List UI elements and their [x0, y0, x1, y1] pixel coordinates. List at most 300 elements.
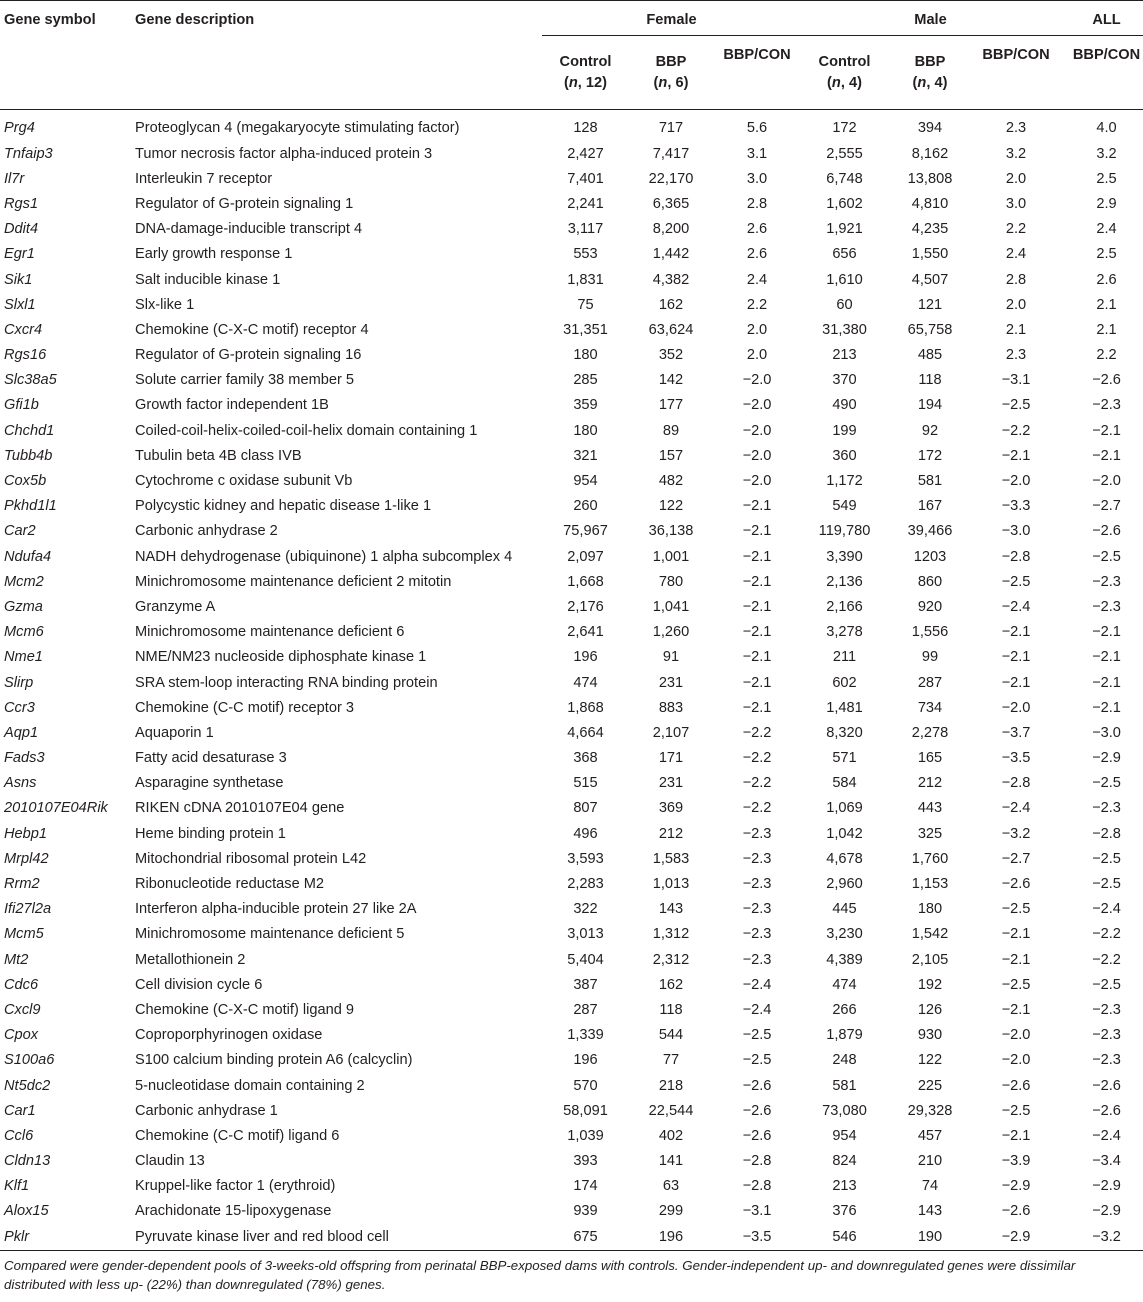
header-row-groups — [0, 5, 1143, 36]
cell-gene-symbol: Ddit4 — [4, 221, 39, 238]
cell-all-ratio: 2.6 — [1096, 271, 1117, 288]
cell-male-bbp: 920 — [917, 598, 943, 615]
cell-all-ratio: −2.1 — [1092, 447, 1121, 464]
cell-female-control: 368 — [573, 750, 598, 767]
header-male-bbp-n: (n, 4) — [912, 74, 948, 91]
cell-all-ratio: −2.8 — [1092, 825, 1121, 842]
cell-female-ratio: −2.5 — [742, 1027, 772, 1044]
cell-all-ratio: 2.2 — [1096, 347, 1117, 364]
cell-gene-description: Metallothionein 2 — [135, 951, 246, 968]
header-male: Male — [801, 5, 1060, 36]
cell-female-bbp: 352 — [658, 347, 684, 364]
cell-male-control: 211 — [832, 649, 857, 666]
cell-gene-description: NADH dehydrogenase (ubiquinone) 1 alpha subcomplex 4 — [135, 548, 513, 565]
cell-male-bbp: 4,507 — [911, 271, 949, 288]
cell-female-ratio: −2.5 — [742, 1052, 772, 1069]
cell-male-ratio: −2.9 — [1001, 1178, 1031, 1195]
table-row — [0, 620, 1143, 645]
table-row — [0, 141, 1143, 166]
cell-female-bbp: 717 — [658, 119, 684, 136]
cell-female-ratio: 2.6 — [746, 246, 768, 263]
cell-female-bbp: 7,417 — [652, 145, 690, 162]
cell-gene-symbol: Sik1 — [4, 271, 33, 288]
table-row — [0, 997, 1143, 1022]
cell-female-ratio: −2.4 — [742, 976, 772, 993]
cell-male-ratio: −2.8 — [1001, 548, 1031, 565]
cell-female-bbp: 2,107 — [652, 724, 690, 741]
cell-male-ratio: −2.6 — [1001, 1203, 1031, 1220]
table-row — [0, 569, 1143, 594]
cell-female-control: 2,097 — [567, 548, 604, 565]
cell-female-control: 807 — [573, 800, 598, 817]
cell-male-bbp: 65,758 — [907, 321, 953, 338]
cell-female-control: 3,117 — [567, 221, 604, 238]
cell-male-control: 248 — [832, 1052, 857, 1069]
cell-gene-symbol: Tnfaip3 — [4, 145, 53, 162]
cell-gene-description: Ribonucleotide reductase M2 — [135, 876, 325, 893]
table-row — [0, 1149, 1143, 1174]
cell-male-bbp: 1,556 — [911, 624, 949, 641]
cell-male-control: 4,678 — [826, 850, 863, 867]
cell-female-ratio: −2.0 — [742, 372, 772, 389]
cell-female-control: 474 — [573, 674, 598, 691]
cell-gene-symbol: Pkhd1l1 — [4, 498, 57, 515]
cell-female-ratio: −2.2 — [742, 800, 772, 817]
cell-male-bbp: 225 — [917, 1077, 943, 1094]
table-row — [0, 191, 1143, 216]
header-gene-symbol: Gene symbol — [4, 12, 96, 29]
cell-all-ratio: −2.9 — [1092, 1203, 1121, 1220]
table-row — [0, 821, 1143, 846]
cell-male-control: 199 — [832, 422, 857, 439]
table-row — [0, 796, 1143, 821]
cell-male-control: 213 — [832, 347, 857, 364]
cell-male-control: 1,879 — [826, 1027, 863, 1044]
cell-male-control: 213 — [832, 1178, 857, 1195]
cell-gene-symbol: Il7r — [4, 170, 25, 187]
table-row — [0, 1199, 1143, 1224]
cell-all-ratio: −2.3 — [1092, 1001, 1121, 1018]
cell-female-control: 496 — [573, 825, 598, 842]
cell-gene-description: Tumor necrosis factor alpha-induced protein 3 — [135, 145, 433, 162]
cell-all-ratio: −2.4 — [1092, 1127, 1121, 1144]
cell-gene-symbol: Mcm6 — [4, 624, 44, 641]
cell-female-ratio: −2.6 — [742, 1102, 772, 1119]
cell-female-control: 570 — [573, 1077, 598, 1094]
cell-male-control: 1,481 — [826, 699, 863, 716]
cell-female-bbp: 6,365 — [652, 195, 690, 212]
header-male-bbp — [888, 36, 972, 110]
cell-male-ratio: 2.4 — [1005, 246, 1027, 263]
cell-all-ratio: 2.5 — [1096, 170, 1117, 187]
cell-male-control: 119,780 — [818, 523, 871, 540]
cell-all-ratio: −2.1 — [1092, 674, 1121, 691]
header-male-ratio: BBP/CON — [972, 36, 1060, 110]
cell-male-bbp: 734 — [917, 699, 943, 716]
cell-gene-symbol: Rgs16 — [4, 347, 47, 364]
header-female-control-n: (n, 12) — [564, 74, 607, 91]
cell-gene-symbol: Gfi1b — [4, 397, 39, 414]
cell-male-bbp: 167 — [917, 498, 943, 515]
cell-gene-description: Early growth response 1 — [135, 246, 293, 263]
table-body — [0, 110, 1143, 1251]
cell-all-ratio: −2.4 — [1092, 901, 1121, 918]
cell-male-control: 824 — [832, 1153, 857, 1170]
cell-female-ratio: 5.6 — [746, 119, 768, 136]
table-row — [0, 1023, 1143, 1048]
cell-gene-symbol: Car1 — [4, 1102, 36, 1119]
cell-male-bbp: 39,466 — [907, 523, 953, 540]
cell-female-ratio: −2.0 — [742, 422, 772, 439]
cell-female-bbp: 162 — [658, 976, 684, 993]
cell-female-bbp: 89 — [662, 422, 680, 439]
cell-gene-description: Proteoglycan 4 (megakaryocyte stimulating factor) — [135, 119, 460, 136]
cell-gene-description: Fatty acid desaturase 3 — [135, 750, 287, 767]
cell-female-bbp: 369 — [658, 800, 684, 817]
cell-female-bbp: 157 — [658, 447, 684, 464]
table-row — [0, 922, 1143, 947]
cell-female-bbp: 77 — [662, 1052, 680, 1069]
header-male-control-label: Control — [818, 53, 871, 70]
cell-female-control: 196 — [573, 649, 598, 666]
cell-female-ratio: −2.1 — [742, 498, 772, 515]
cell-female-ratio: −2.2 — [742, 724, 772, 741]
cell-female-ratio: −2.4 — [742, 1001, 772, 1018]
cell-male-bbp: 212 — [917, 775, 943, 792]
table-row — [0, 1174, 1143, 1199]
table-footnote: Compared were gender-dependent pools of 3-weeks-old offspring from perinatal BBP-exposed dams with controls. Gender-independent up- and downregulated genes were dissimilar distributed with less up- (22%) than downregulated (78%) genes. — [4, 1258, 1076, 1292]
cell-male-bbp: 287 — [917, 674, 943, 691]
cell-female-ratio: −2.3 — [742, 825, 772, 842]
cell-female-control: 393 — [573, 1153, 598, 1170]
cell-gene-symbol: Mrpl42 — [4, 850, 49, 867]
cell-female-ratio: −2.1 — [742, 649, 772, 666]
cell-male-ratio: −2.4 — [1001, 598, 1031, 615]
cell-gene-description: Mitochondrial ribosomal protein L42 — [135, 850, 367, 867]
cell-female-control: 2,641 — [567, 624, 604, 641]
cell-gene-symbol: Mcm2 — [4, 573, 44, 590]
cell-gene-symbol: Slirp — [4, 674, 34, 691]
cell-male-ratio: −2.0 — [1001, 1052, 1031, 1069]
table-row — [0, 947, 1143, 972]
cell-gene-symbol: Egr1 — [4, 246, 35, 263]
cell-male-bbp: 194 — [917, 397, 943, 414]
cell-all-ratio: −2.6 — [1092, 1102, 1121, 1119]
cell-male-control: 1,610 — [826, 271, 863, 288]
cell-male-bbp: 192 — [917, 976, 943, 993]
header-female-control-label: Control — [559, 53, 612, 70]
cell-male-bbp: 172 — [917, 447, 943, 464]
cell-male-control: 3,390 — [826, 548, 863, 565]
cell-male-control: 8,320 — [826, 724, 863, 741]
cell-male-ratio: −3.0 — [1001, 523, 1031, 540]
cell-female-ratio: −3.1 — [742, 1203, 772, 1220]
cell-male-control: 2,166 — [826, 598, 863, 615]
table-row — [0, 695, 1143, 720]
gene-expression-table — [0, 5, 1143, 1251]
cell-female-bbp: 63 — [662, 1178, 680, 1195]
cell-male-ratio: −2.0 — [1001, 1027, 1031, 1044]
cell-male-ratio: 2.3 — [1005, 347, 1027, 364]
cell-male-ratio: 3.2 — [1005, 145, 1027, 162]
cell-gene-symbol: Tubb4b — [4, 447, 53, 464]
cell-all-ratio: 2.1 — [1096, 296, 1117, 313]
cell-female-bbp: 1,001 — [652, 548, 690, 565]
cell-gene-symbol: Rrm2 — [4, 876, 40, 893]
cell-male-bbp: 143 — [917, 1203, 943, 1220]
cell-female-ratio: 2.8 — [746, 195, 768, 212]
cell-male-control: 954 — [832, 1127, 857, 1144]
table-row — [0, 519, 1143, 544]
cell-female-control: 1,668 — [567, 573, 604, 590]
cell-all-ratio: −2.3 — [1092, 397, 1121, 414]
cell-male-bbp: 1,760 — [911, 850, 949, 867]
table-row — [0, 846, 1143, 871]
cell-male-control: 172 — [832, 119, 857, 136]
cell-gene-symbol: Ccl6 — [4, 1127, 34, 1144]
cell-male-control: 360 — [832, 447, 857, 464]
cell-gene-description: Minichromosome maintenance deficient 6 — [135, 624, 405, 641]
cell-female-ratio: −2.1 — [742, 523, 772, 540]
cell-male-bbp: 122 — [917, 1052, 943, 1069]
cell-male-ratio: 2.8 — [1005, 271, 1027, 288]
cell-male-ratio: −2.0 — [1001, 473, 1031, 490]
cell-gene-description: Claudin 13 — [135, 1153, 205, 1170]
header-gene-description: Gene description — [135, 12, 255, 29]
cell-female-control: 359 — [573, 397, 598, 414]
cell-gene-symbol: 2010107E04Rik — [4, 800, 108, 817]
cell-female-ratio: −2.1 — [742, 674, 772, 691]
cell-male-bbp: 394 — [917, 119, 943, 136]
cell-male-ratio: 3.0 — [1005, 195, 1027, 212]
cell-gene-description: Regulator of G-protein signaling 16 — [135, 347, 362, 364]
table-row — [0, 1123, 1143, 1148]
cell-gene-symbol: Cxcr4 — [4, 321, 43, 338]
cell-male-ratio: −3.1 — [1001, 372, 1031, 389]
cell-female-ratio: −2.0 — [742, 473, 772, 490]
cell-all-ratio: −2.5 — [1092, 775, 1121, 792]
cell-gene-symbol: Cdc6 — [4, 976, 39, 993]
cell-gene-description: Tubulin beta 4B class IVB — [135, 447, 302, 464]
cell-female-control: 2,176 — [567, 598, 604, 615]
cell-all-ratio: −2.3 — [1092, 1027, 1121, 1044]
cell-all-ratio: −2.5 — [1092, 548, 1121, 565]
header-male-control-n: (n, 4) — [827, 74, 862, 91]
cell-gene-description: Minichromosome maintenance deficient 2 mitotin — [135, 573, 452, 590]
table-row — [0, 670, 1143, 695]
header-all: ALL — [1060, 5, 1143, 36]
cell-male-bbp: 29,328 — [907, 1102, 953, 1119]
cell-female-bbp: 4,382 — [652, 271, 690, 288]
cell-male-ratio: −3.9 — [1001, 1153, 1031, 1170]
cell-female-bbp: 1,260 — [652, 624, 690, 641]
table-row — [0, 468, 1143, 493]
cell-female-ratio: −2.3 — [742, 951, 772, 968]
cell-female-bbp: 299 — [658, 1203, 684, 1220]
top-rule — [0, 0, 1143, 1]
cell-male-control: 266 — [832, 1001, 857, 1018]
table-row — [0, 720, 1143, 745]
cell-male-ratio: −2.5 — [1001, 901, 1031, 918]
cell-female-control: 515 — [573, 775, 598, 792]
cell-male-bbp: 860 — [917, 573, 943, 590]
cell-female-ratio: −2.1 — [742, 624, 772, 641]
cell-gene-description: Polycystic kidney and hepatic disease 1-like 1 — [135, 498, 432, 515]
cell-gene-description: Pyruvate kinase liver and red blood cell — [131, 1224, 542, 1251]
cell-female-control: 5,404 — [567, 951, 604, 968]
cell-all-ratio: −2.7 — [1092, 498, 1121, 515]
cell-male-ratio: −2.0 — [1001, 699, 1031, 716]
cell-male-bbp: 1203 — [913, 548, 947, 565]
cell-gene-symbol: Ndufa4 — [4, 548, 52, 565]
cell-male-ratio: −2.1 — [1001, 624, 1031, 641]
cell-male-bbp: 485 — [917, 347, 943, 364]
table-row — [0, 217, 1143, 242]
cell-gene-symbol: Nme1 — [4, 649, 43, 666]
cell-male-ratio: 2.0 — [1005, 170, 1027, 187]
cell-male-control: 656 — [832, 246, 857, 263]
cell-gene-symbol: Hebp1 — [4, 825, 48, 842]
cell-all-ratio: −2.9 — [1092, 1178, 1121, 1195]
cell-gene-description: DNA-damage-inducible transcript 4 — [135, 221, 363, 238]
cell-all-ratio: −2.9 — [1092, 750, 1121, 767]
cell-male-control: 571 — [832, 750, 857, 767]
cell-gene-description: S100 calcium binding protein A6 (calcyclin) — [135, 1052, 413, 1069]
cell-male-control: 4,389 — [826, 951, 863, 968]
cell-male-ratio: −2.1 — [1001, 674, 1031, 691]
cell-gene-symbol: Mt2 — [4, 951, 29, 968]
table-row — [0, 317, 1143, 342]
cell-female-control: 1,039 — [567, 1127, 604, 1144]
cell-male-bbp: 92 — [921, 422, 939, 439]
cell-female-control: 675 — [542, 1224, 629, 1251]
cell-male-control: 549 — [832, 498, 857, 515]
cell-male-bbp: 13,808 — [907, 170, 953, 187]
cell-male-bbp: 8,162 — [911, 145, 949, 162]
cell-male-control: 490 — [832, 397, 857, 414]
cell-female-control: 321 — [573, 447, 598, 464]
cell-male-ratio: −2.5 — [1001, 573, 1031, 590]
cell-male-ratio: −3.2 — [1001, 825, 1031, 842]
cell-male-control: 3,278 — [826, 624, 863, 641]
cell-male-ratio: −2.7 — [1001, 850, 1031, 867]
cell-female-ratio: −3.5 — [713, 1224, 801, 1251]
cell-female-bbp: 141 — [658, 1153, 684, 1170]
cell-female-control: 2,427 — [567, 145, 604, 162]
cell-gene-symbol: Chchd1 — [4, 422, 55, 439]
cell-female-bbp: 780 — [658, 573, 684, 590]
cell-male-ratio: −2.1 — [1001, 447, 1031, 464]
cell-female-bbp: 212 — [658, 825, 684, 842]
cell-male-ratio: −2.1 — [1001, 951, 1031, 968]
cell-male-control: 1,042 — [826, 825, 863, 842]
cell-female-ratio: −2.0 — [742, 397, 772, 414]
cell-male-control: 2,960 — [826, 876, 863, 893]
cell-male-control: 3,230 — [826, 926, 863, 943]
cell-all-ratio: −2.3 — [1092, 573, 1121, 590]
cell-gene-description: Coiled-coil-helix-coiled-coil-helix domain containing 1 — [135, 422, 478, 439]
cell-gene-description: Slx-like 1 — [135, 296, 195, 313]
header-all-ratio: BBP/CON — [1060, 36, 1143, 110]
cell-male-ratio: −2.4 — [1001, 800, 1031, 817]
cell-female-bbp: 1,583 — [652, 850, 690, 867]
table-row — [0, 746, 1143, 771]
header-female-bbp-n: (n, 6) — [653, 74, 689, 91]
cell-female-bbp: 22,544 — [648, 1102, 694, 1119]
cell-gene-symbol: Rgs1 — [4, 195, 39, 212]
cell-gene-description: 5-nucleotidase domain containing 2 — [135, 1077, 365, 1094]
cell-gene-symbol: Gzma — [4, 598, 43, 615]
cell-gene-symbol: Ccr3 — [4, 699, 35, 716]
header-male-control — [801, 36, 888, 110]
cell-female-bbp: 231 — [658, 674, 684, 691]
header-spacer-symbol — [0, 36, 131, 110]
cell-gene-symbol: Aqp1 — [4, 724, 39, 741]
cell-female-ratio: −2.3 — [742, 901, 772, 918]
cell-male-bbp: 210 — [917, 1153, 943, 1170]
cell-female-bbp: 883 — [658, 699, 684, 716]
table-row — [0, 494, 1143, 519]
cell-all-ratio: −3.2 — [1060, 1224, 1143, 1251]
cell-male-ratio: −3.3 — [1001, 498, 1031, 515]
cell-male-bbp: 443 — [917, 800, 943, 817]
cell-all-ratio: −2.3 — [1092, 598, 1121, 615]
cell-all-ratio: −3.0 — [1092, 724, 1121, 741]
cell-female-control: 3,593 — [567, 850, 604, 867]
cell-male-ratio: −2.9 — [972, 1224, 1060, 1251]
cell-male-ratio: −2.1 — [1001, 1127, 1031, 1144]
cell-female-ratio: −2.3 — [742, 876, 772, 893]
table-row — [0, 972, 1143, 997]
cell-female-ratio: −2.8 — [742, 1178, 772, 1195]
cell-female-bbp: 162 — [658, 296, 684, 313]
cell-male-ratio: 2.1 — [1005, 321, 1027, 338]
cell-female-ratio: −2.8 — [742, 1153, 772, 1170]
table-row — [0, 1098, 1143, 1123]
cell-female-bbp: 122 — [658, 498, 684, 515]
cell-all-ratio: −2.6 — [1092, 523, 1121, 540]
cell-female-control: 260 — [573, 498, 598, 515]
table-row — [0, 1048, 1143, 1073]
cell-female-bbp: 91 — [662, 649, 680, 666]
cell-gene-description: Chemokine (C-X-C motif) ligand 9 — [135, 1001, 354, 1018]
table-row — [0, 897, 1143, 922]
cell-gene-symbol: Car2 — [4, 523, 36, 540]
cell-male-bbp: 930 — [917, 1027, 943, 1044]
cell-female-control: 31,351 — [563, 321, 608, 338]
cell-male-control: 60 — [836, 296, 853, 313]
cell-female-bbp: 196 — [629, 1224, 713, 1251]
cell-female-ratio: 2.2 — [746, 296, 768, 313]
table-row — [0, 368, 1143, 393]
cell-female-control: 2,283 — [567, 876, 604, 893]
cell-female-ratio: −2.2 — [742, 750, 772, 767]
cell-all-ratio: −2.1 — [1092, 422, 1121, 439]
cell-female-bbp: 1,041 — [652, 598, 690, 615]
cell-female-ratio: 2.6 — [746, 221, 768, 238]
cell-gene-symbol: Slxl1 — [4, 296, 36, 313]
table-row — [0, 267, 1143, 292]
cell-gene-description: Heme binding protein 1 — [135, 825, 286, 842]
header-female-bbp — [629, 36, 713, 110]
cell-gene-symbol: Cldn13 — [4, 1153, 51, 1170]
cell-male-control: 546 — [801, 1224, 888, 1251]
table-row — [0, 242, 1143, 267]
cell-female-bbp: 218 — [658, 1077, 684, 1094]
cell-female-control: 387 — [573, 976, 598, 993]
cell-female-control: 196 — [573, 1052, 598, 1069]
cell-male-ratio: 2.3 — [1005, 119, 1027, 136]
